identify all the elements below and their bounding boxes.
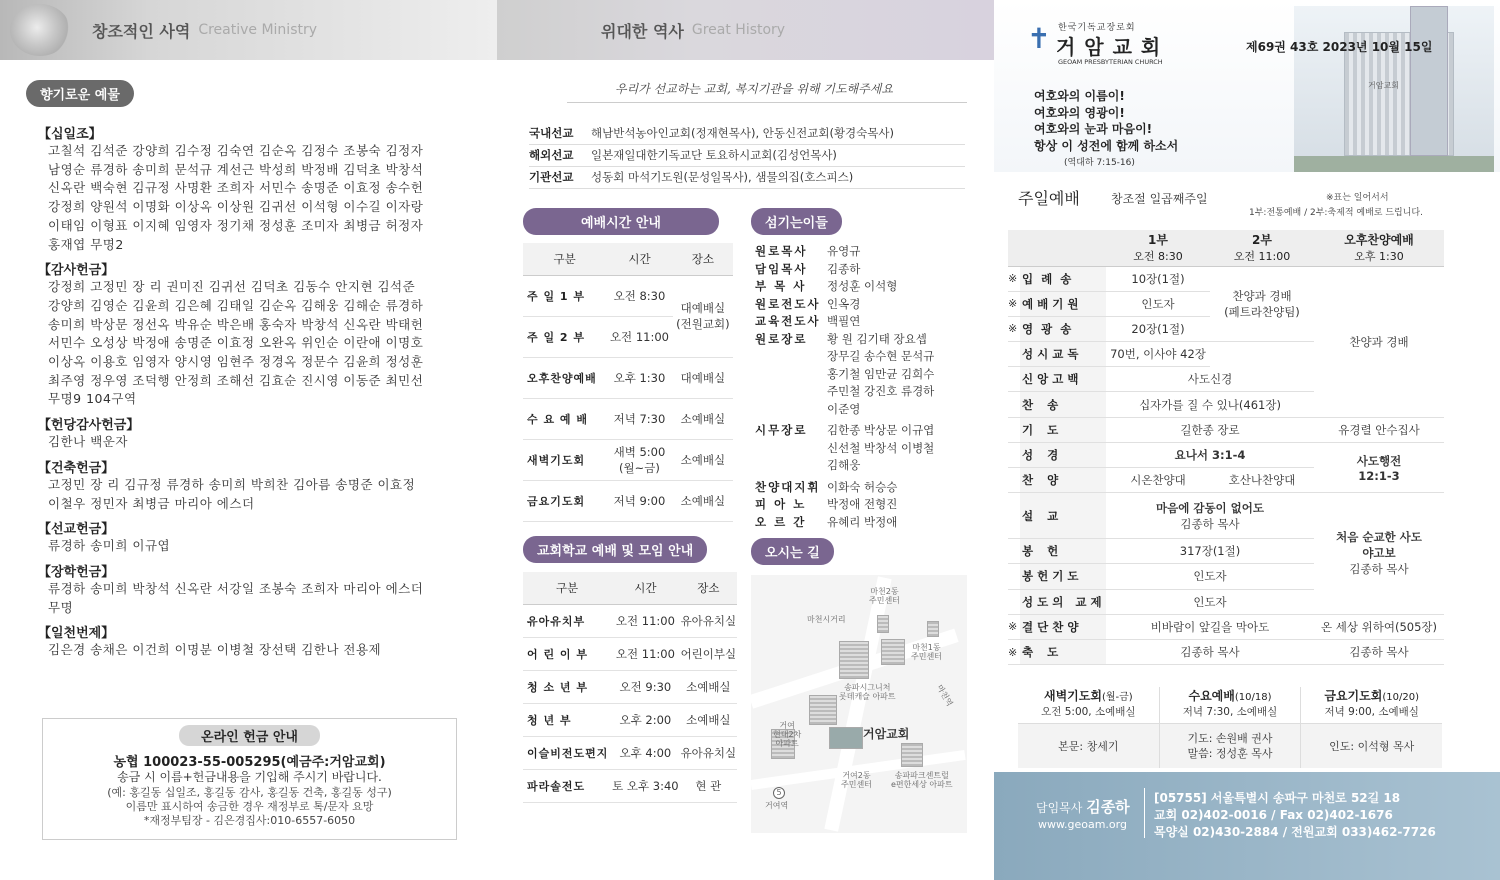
worship-col-header: 구분 <box>523 243 606 275</box>
weekday-schedule: 오전 5:00, 소예배실 <box>1018 704 1159 724</box>
offering-names <box>38 641 478 660</box>
panel-great-history <box>497 0 994 880</box>
church-logo-icon: ✝ <box>1027 22 1051 55</box>
offering-section-title: 【십일조】 <box>38 127 102 142</box>
offering-name-line: 최주영 정우영 조덕행 안정희 조해선 김효순 진시영 이동준 최민선 <box>48 372 424 388</box>
server-row <box>755 331 975 419</box>
school-place: 유아유치실 <box>680 736 737 769</box>
school-row <box>523 703 737 736</box>
offering-names <box>38 580 478 617</box>
mission-type: 해외선교 <box>529 144 591 166</box>
school-time: 오전 11:00 <box>611 604 680 637</box>
weekday-title <box>1160 687 1301 704</box>
sunday-subtitle: 창조절 일곱째주일 <box>1111 192 1208 206</box>
weekday-detail: 인도: 이석형 목사 <box>1301 724 1442 768</box>
worship-time-label: 예배시간 안내 <box>523 208 719 235</box>
offering-name-line: 강양희 김영순 김윤희 김은혜 김태일 김순옥 김해웅 김해순 류경하 <box>48 297 424 313</box>
order-item: 결단찬양 <box>1020 614 1106 639</box>
offering-names <box>38 278 478 409</box>
standing-mark <box>1008 417 1020 442</box>
mission-targets: 성동회 마석기도원(문성일목사), 샘물의집(호스피스) <box>591 166 965 188</box>
standing-mark <box>1008 367 1020 392</box>
offering-name-line: 송미희 박상문 정선옥 박유순 박은배 홍숙자 박창석 신옥란 박태헌 <box>48 316 424 332</box>
order-row <box>1008 493 1444 539</box>
weekday-name: 수요예배 <box>1188 689 1235 703</box>
church-building-image <box>1294 6 1494 172</box>
server-row <box>755 296 975 314</box>
order-content-1-2: 비바람이 앞길을 막아도 <box>1106 614 1314 639</box>
servers-label: 섬기는이들 <box>751 208 842 235</box>
map-label: 마천시거리 <box>807 615 846 624</box>
server-names: 박정애 전형진 <box>827 497 898 511</box>
worship-place-merged: 대예배실 (전원교회) <box>673 275 733 357</box>
server-row <box>755 422 975 475</box>
standing-mark <box>1008 342 1020 367</box>
school-place: 어린이부실 <box>680 637 737 670</box>
order-content-1: 시온찬양대 <box>1106 468 1210 493</box>
church-location-marker[interactable]: 거암교회 <box>863 727 910 741</box>
directions-map[interactable] <box>751 575 967 833</box>
offering-name-line: 남영순 류경하 송미희 문석규 계선근 박성희 박정배 김덕초 박창석 <box>48 161 424 177</box>
map-label: 마천1동 주민센터 <box>911 643 942 661</box>
school-row <box>523 736 737 769</box>
worship-place: 소예배실 <box>673 480 733 521</box>
directions-pill <box>751 538 834 565</box>
order-content-1: 20장(1절) <box>1106 316 1210 341</box>
section-title-en: Creative Ministry <box>198 22 318 38</box>
mission-type: 국내선교 <box>529 122 591 144</box>
worship-time: 오전 11:00 <box>606 316 673 357</box>
offering-pill-label: 향기로운 예물 <box>26 80 134 107</box>
worship-place: 소예배실 <box>673 439 733 480</box>
section-title: 창조적인 사역 <box>92 21 191 41</box>
offering-name-line: 고칠석 김석준 강양희 김수정 김숙연 김순옥 김정수 조봉숙 김정자 <box>48 143 424 158</box>
masthead <box>994 0 1500 172</box>
standing-mark <box>1008 392 1020 417</box>
pastor-name: 김종하 <box>1086 798 1130 816</box>
worship-name: 새벽기도회 <box>523 439 606 480</box>
pastor-role: 담임목사 <box>1036 801 1083 815</box>
service-name: 1부 <box>1148 233 1168 248</box>
standing-mark <box>1008 589 1020 614</box>
mission-targets: 일본재일대한기독교단 토요하시교회(김성언목사) <box>591 144 965 166</box>
server-role: 시무장로 <box>755 423 808 437</box>
website-link[interactable]: www.geoam.org <box>1038 818 1127 831</box>
school-dept: 파라솔전도 <box>523 769 611 802</box>
sermon-preacher-pm: 김종하 목사 <box>1349 562 1409 577</box>
service-time: 오후 1:30 <box>1354 250 1404 264</box>
map-label: 마천2동 주민센터 <box>869 587 900 605</box>
offering-name-line: 이상옥 이용호 임영자 양시영 임현주 정경옥 정문수 김윤희 정성훈 <box>48 354 424 370</box>
server-names: 정성훈 이석형 <box>827 279 898 293</box>
servers-list <box>755 243 975 531</box>
worship-time: 오후 1:30 <box>606 357 673 398</box>
server-names: 김종하 <box>827 261 861 276</box>
offering-name-line: 고정민 장 리 김규정 류경하 송미희 박희찬 김아름 송명준 이효정 <box>48 476 416 492</box>
church-name: 거 암 교 회 <box>1056 35 1162 59</box>
standing-mark <box>1008 468 1020 493</box>
order-item: 봉헌기도 <box>1020 564 1106 589</box>
mission-row <box>529 144 965 166</box>
standing-mark <box>1008 539 1020 564</box>
standing-mark: ※ <box>1008 316 1020 341</box>
worship-name: 주 일 2 부 <box>523 316 606 357</box>
order-content-1-2 <box>1106 493 1314 539</box>
map-label: 거여 현대2차 아파트 <box>773 721 802 748</box>
offering-name-line: 강정희 고정민 장 리 권미진 김귀선 김덕초 김동수 안지현 김석준 <box>48 279 416 295</box>
server-role: 담임목사 <box>755 261 808 276</box>
service-col-header <box>1106 230 1210 266</box>
order-content-1-2: 사도신경 <box>1106 367 1314 392</box>
church-name-en: GEOAM PRESBYTERIAN CHURCH <box>1058 58 1163 66</box>
worship-row <box>523 439 733 480</box>
offering-section-title: 【헌당감사헌금】 <box>38 418 140 434</box>
school-dept: 이슬비전도편지 <box>523 736 611 769</box>
sermon-title: 마음에 감동이 없어도 <box>1156 500 1264 515</box>
order-content-3: 유경렬 안수집사 <box>1314 417 1444 442</box>
contact-info <box>1154 790 1436 841</box>
issue-date: 제69권 43호 2023년 10월 15일 <box>1246 40 1433 54</box>
weekday-date: (10/18) <box>1234 692 1272 703</box>
offering-name-line: 이태임 이형표 이지혜 임영자 정기채 정성훈 조미자 최병금 허정자 <box>48 217 424 233</box>
worship-name: 금요기도회 <box>523 480 606 521</box>
order-content-1-2: 김종하 목사 <box>1106 639 1314 664</box>
servers-pill <box>751 208 842 235</box>
order-item: 기도 <box>1020 417 1106 442</box>
service-style-note: 1부:전통예배 / 2부:축제적 예배로 드립니다. <box>1249 208 1423 218</box>
online-note-2: (예: 홍길동 십일조, 홍길동 감사, 홍길동 건축, 홍길동 성구) <box>107 785 392 799</box>
school-time: 오후 4:00 <box>611 736 680 769</box>
server-row <box>755 243 975 261</box>
standing-note: ※표는 일어서서 <box>1326 193 1389 203</box>
weekday-schedule: 저녁 7:30, 소예배실 <box>1160 704 1301 724</box>
worship-name: 오후찬양예배 <box>523 357 606 398</box>
order-row <box>1008 614 1444 639</box>
standing-mark: ※ <box>1008 614 1020 639</box>
section-title: 위대한 역사 <box>601 21 684 41</box>
online-offering-title: 온라인 헌금 안내 <box>179 725 320 746</box>
server-names: 황 원 김기태 장요셉 장무길 송수현 문석규 홍기철 임만균 김희수 주민철 강진호 류경하 이준영 <box>827 331 935 416</box>
offering-name-line: 홍재엽 무명2 <box>48 236 124 252</box>
server-row <box>755 479 975 497</box>
offering-section-title: 【감사헌금】 <box>38 263 115 279</box>
mission-row <box>529 166 965 188</box>
school-dept: 청 소 년 부 <box>523 670 611 703</box>
offering-name-line: 신옥란 백숙현 김규정 사명환 조희자 서민수 송명준 이효정 송수헌 <box>48 180 424 196</box>
rose-decoration-icon <box>10 4 70 56</box>
pastor-line <box>1036 796 1130 817</box>
map-label: 송파파크센트럴 e편한세상 아파트 <box>891 771 953 789</box>
verse-line: 여호와의 영광이! <box>1034 105 1125 120</box>
sermon-title-pm: 처음 순교한 사도 야고보 <box>1336 530 1422 561</box>
weekday-name: 새벽기도회 <box>1043 689 1102 703</box>
online-note-4: *재정부팀장 - 김은경집사:010-6557-6050 <box>143 813 356 827</box>
service-name: 2부 <box>1252 233 1272 248</box>
section-title-en: Great History <box>691 22 786 38</box>
worship-time: 새벽 5:00 (월~금) <box>606 439 673 480</box>
offering-name-line: 류경하 송미희 박창석 신옥란 서강일 조봉숙 조희자 마리아 에스더 <box>48 580 424 596</box>
weekday-service <box>1018 687 1160 768</box>
offering-section-title: 【장학헌금】 <box>38 564 115 580</box>
order-content-1-2: 인도자 <box>1106 589 1314 614</box>
order-item: 입례송 <box>1020 266 1106 291</box>
server-names: 백필연 <box>827 314 861 328</box>
offering-names <box>38 476 478 513</box>
school-place: 소예배실 <box>680 703 737 736</box>
offering-section-title: 【일천번제】 <box>38 626 115 642</box>
order-content-1: 인도자 <box>1106 291 1210 316</box>
order-content-1-2: 길한종 장로 <box>1106 417 1314 442</box>
service-time: 오전 11:00 <box>1233 250 1291 264</box>
order-content-1-2: 요나서 3:1-4 <box>1106 442 1314 467</box>
order-item: 신앙고백 <box>1020 367 1106 392</box>
offering-section-title: 【선교헌금】 <box>38 522 115 538</box>
offering-pill <box>26 80 134 107</box>
panel-creative-ministry <box>0 0 497 880</box>
directions-label: 오시는 길 <box>751 538 834 565</box>
order-item: 성경 <box>1020 442 1106 467</box>
mission-row <box>529 122 965 144</box>
order-item: 성도의 교제 <box>1020 589 1106 614</box>
weekday-schedule: 저녁 9:00, 소예배실 <box>1301 704 1442 724</box>
mission-targets: 해남반석농아인교회(정재현목사), 안동신전교회(황경숙목사) <box>591 122 965 144</box>
worship-place: 소예배실 <box>673 398 733 439</box>
school-row <box>523 670 737 703</box>
weekday-date: (10/20) <box>1382 692 1419 703</box>
order-item: 성시교독 <box>1020 342 1106 367</box>
weekday-service <box>1160 687 1302 768</box>
sermon-preacher: 김종하 목사 <box>1180 516 1240 531</box>
order-item: 영광송 <box>1020 316 1106 341</box>
school-col-header: 장소 <box>680 572 737 604</box>
server-role: 원로장로 <box>755 331 808 346</box>
order-item: 찬양 <box>1020 468 1106 493</box>
offering-name-line: 김은경 송채은 이건희 이명분 이병철 장선택 김한나 전용제 <box>48 642 382 658</box>
offering-name-line: 강정희 양원석 이명화 이상옥 이상원 김귀선 이석형 이수길 이자랑 <box>48 199 424 215</box>
order-content-3-sermon <box>1314 493 1444 615</box>
order-content-3: 김종하 목사 <box>1314 639 1444 664</box>
order-row <box>1008 417 1444 442</box>
standing-mark <box>1008 442 1020 467</box>
order-content-1-2: 십자가를 질 수 있나(461장) <box>1106 392 1314 417</box>
offering-section-title: 【건축헌금】 <box>38 460 115 476</box>
order-content-3: 온 세상 위하여(505장) <box>1314 614 1444 639</box>
sunday-worship-title: 주일예배 <box>1018 189 1080 208</box>
server-role: 오 르 간 <box>755 514 807 529</box>
panel-sunday-worship <box>994 0 1500 880</box>
server-row <box>755 514 975 532</box>
worship-row <box>523 357 733 398</box>
server-row <box>755 496 975 514</box>
order-item: 예배기원 <box>1020 291 1106 316</box>
server-role: 원로목사 <box>755 244 808 258</box>
school-time: 오전 11:00 <box>611 637 680 670</box>
worship-time: 저녁 7:30 <box>606 398 673 439</box>
order-row <box>1008 266 1444 291</box>
server-row <box>755 278 975 296</box>
weekday-name: 금요기도회 <box>1324 689 1383 703</box>
order-content-1-2: 317장(1절) <box>1106 539 1314 564</box>
offering-name-line: 김한나 백운자 <box>48 434 128 450</box>
offering-name-line: 무명9 104구역 <box>48 391 137 407</box>
worship-row <box>523 275 733 316</box>
building-sign: 거암교회 <box>1368 81 1399 90</box>
weekday-services <box>1018 687 1442 768</box>
school-time: 오전 9:30 <box>611 670 680 703</box>
school-table <box>523 572 737 803</box>
online-note-1: 송금 시 이름+헌금내용을 기입해 주시기 바랍니다. <box>117 770 382 784</box>
school-time: 오후 2:00 <box>611 703 680 736</box>
verse-ref: (역대하 7:15-16) <box>1064 158 1135 168</box>
weekday-service <box>1301 687 1442 768</box>
map-label: 마천역 <box>934 683 955 708</box>
school-label: 교회학교 예배 및 모임 안내 <box>523 536 707 563</box>
weekday-title <box>1301 687 1442 704</box>
order-content-1: 70번, 이사야 42장 <box>1106 342 1210 367</box>
school-dept: 어 린 이 부 <box>523 637 611 670</box>
service-col-header <box>1210 230 1314 266</box>
school-row <box>523 604 737 637</box>
worship-row <box>523 398 733 439</box>
offering-name-line: 무명 <box>48 599 74 615</box>
worship-name: 주 일 1 부 <box>523 275 606 316</box>
server-names: 인옥경 <box>827 296 861 311</box>
denomination: 한국기독교장로회 <box>1058 23 1136 33</box>
sunday-order-table <box>1008 230 1444 665</box>
worship-row <box>523 480 733 521</box>
school-row <box>523 769 737 802</box>
verse-line: 항상 이 성전에 함께 하소서 <box>1034 138 1179 153</box>
order-content-3-merged: 찬양과 경배 <box>1314 266 1444 417</box>
footer <box>994 772 1500 880</box>
offering-name-line: 서민수 오성상 박정애 송명준 이효정 오완옥 위인순 이란애 이명호 <box>48 335 424 351</box>
school-time: 토 오후 3:40 <box>611 769 680 802</box>
header-great-history <box>497 0 994 60</box>
server-names: 이화숙 허승승 <box>827 479 898 494</box>
server-role: 부 목 사 <box>755 279 807 293</box>
server-role: 찬양대지휘 <box>755 479 821 494</box>
verse-line: 여호와의 눈과 마음이! <box>1034 122 1153 136</box>
server-row <box>755 261 975 279</box>
order-content-2-merged: 찬양과 경배 (페트라찬양팀) <box>1210 266 1314 342</box>
school-place: 현 관 <box>680 769 737 802</box>
order-col-blank <box>1008 230 1106 266</box>
school-col-header: 구분 <box>523 572 611 604</box>
bank-account: 농협 100023-55-005295(예금주:거암교회) <box>113 755 386 770</box>
server-names: 김한종 박상문 이규엽 신선철 박창석 이병철 김해웅 <box>827 423 935 472</box>
school-pill <box>523 536 707 563</box>
worship-place: 대예배실 <box>673 357 733 398</box>
order-item: 찬송 <box>1020 392 1106 417</box>
phone-office: 목양실 02)430-2884 / 전원교회 033)462-7726 <box>1154 825 1436 839</box>
standing-mark: ※ <box>1008 266 1020 291</box>
standing-mark <box>1008 564 1020 589</box>
worship-name: 수 요 예 배 <box>523 398 606 439</box>
order-item: 설교 <box>1020 493 1106 539</box>
offering-names <box>38 433 478 452</box>
worship-col-header: 장소 <box>673 243 733 275</box>
server-role: 교육전도사 <box>755 314 821 328</box>
order-row <box>1008 639 1444 664</box>
server-names: 유영규 <box>827 244 861 258</box>
map-label: 송파시그니처 롯데캐슬 아파트 <box>839 683 896 701</box>
worship-time-pill <box>523 208 719 235</box>
worship-time-table <box>523 243 733 522</box>
order-content-1-2: 인도자 <box>1106 564 1314 589</box>
worship-time: 오전 8:30 <box>606 275 673 316</box>
map-label: 5 <box>773 787 785 799</box>
worship-time: 저녁 9:00 <box>606 480 673 521</box>
online-note-3: 이름만 표시하여 송금한 경우 재정부로 톡/문자 요망 <box>125 799 374 813</box>
map-label: 거여2동 주민센터 <box>841 771 872 789</box>
school-place: 소예배실 <box>680 670 737 703</box>
school-dept: 청 년 부 <box>523 703 611 736</box>
school-place: 유아유치실 <box>680 604 737 637</box>
mission-type: 기관선교 <box>529 166 591 188</box>
offering-names <box>38 142 478 254</box>
standing-mark: ※ <box>1008 639 1020 664</box>
standing-mark: ※ <box>1008 291 1020 316</box>
header-creative-ministry <box>0 0 497 60</box>
server-names: 유혜리 박정애 <box>827 514 898 529</box>
school-col-header: 시간 <box>611 572 680 604</box>
address: [05755] 서울특별시 송파구 마천로 52길 18 <box>1154 791 1401 805</box>
order-content-3-reading: 사도행전 12:1-3 <box>1314 442 1444 492</box>
server-role: 원로전도사 <box>755 296 821 311</box>
service-time: 오전 8:30 <box>1133 250 1183 264</box>
offering-name-line: 이철우 정민자 최병금 마리아 에스더 <box>48 495 255 511</box>
verse-line: 여호와의 이름이! <box>1034 89 1125 103</box>
order-item: 봉헌 <box>1020 539 1106 564</box>
map-label: 거여역 <box>765 801 789 810</box>
server-role: 피 아 노 <box>755 497 807 511</box>
server-row <box>755 313 975 331</box>
standing-mark <box>1008 493 1020 539</box>
weekday-detail: 본문: 창세기 <box>1018 724 1159 768</box>
online-offering-box <box>42 718 457 840</box>
mission-table <box>529 122 965 189</box>
order-item: 축도 <box>1020 639 1106 664</box>
prayer-request-note: 우리가 선교하는 교회, 복지기관을 위해 기도해주세요 <box>615 82 893 96</box>
offering-names <box>38 537 478 556</box>
school-dept: 유아유치부 <box>523 604 611 637</box>
service-col-header <box>1314 230 1444 266</box>
offering-list <box>38 118 478 660</box>
service-name: 오후찬양예배 <box>1344 233 1414 248</box>
order-content-1: 10장(1절) <box>1106 266 1210 291</box>
school-row <box>523 637 737 670</box>
weekday-detail: 기도: 손원배 권사 말씀: 정성훈 목사 <box>1160 724 1301 768</box>
verse <box>1034 88 1178 154</box>
phone-fax: 교회 02)402-0016 / Fax 02)402-1676 <box>1154 808 1393 822</box>
weekday-title <box>1018 687 1159 704</box>
order-content-2: 호산나찬양대 <box>1210 468 1314 493</box>
weekday-date: (월-금) <box>1101 692 1133 703</box>
order-row <box>1008 442 1444 467</box>
offering-name-line: 류경하 송미희 이규엽 <box>48 538 171 554</box>
worship-col-header: 시간 <box>606 243 673 275</box>
